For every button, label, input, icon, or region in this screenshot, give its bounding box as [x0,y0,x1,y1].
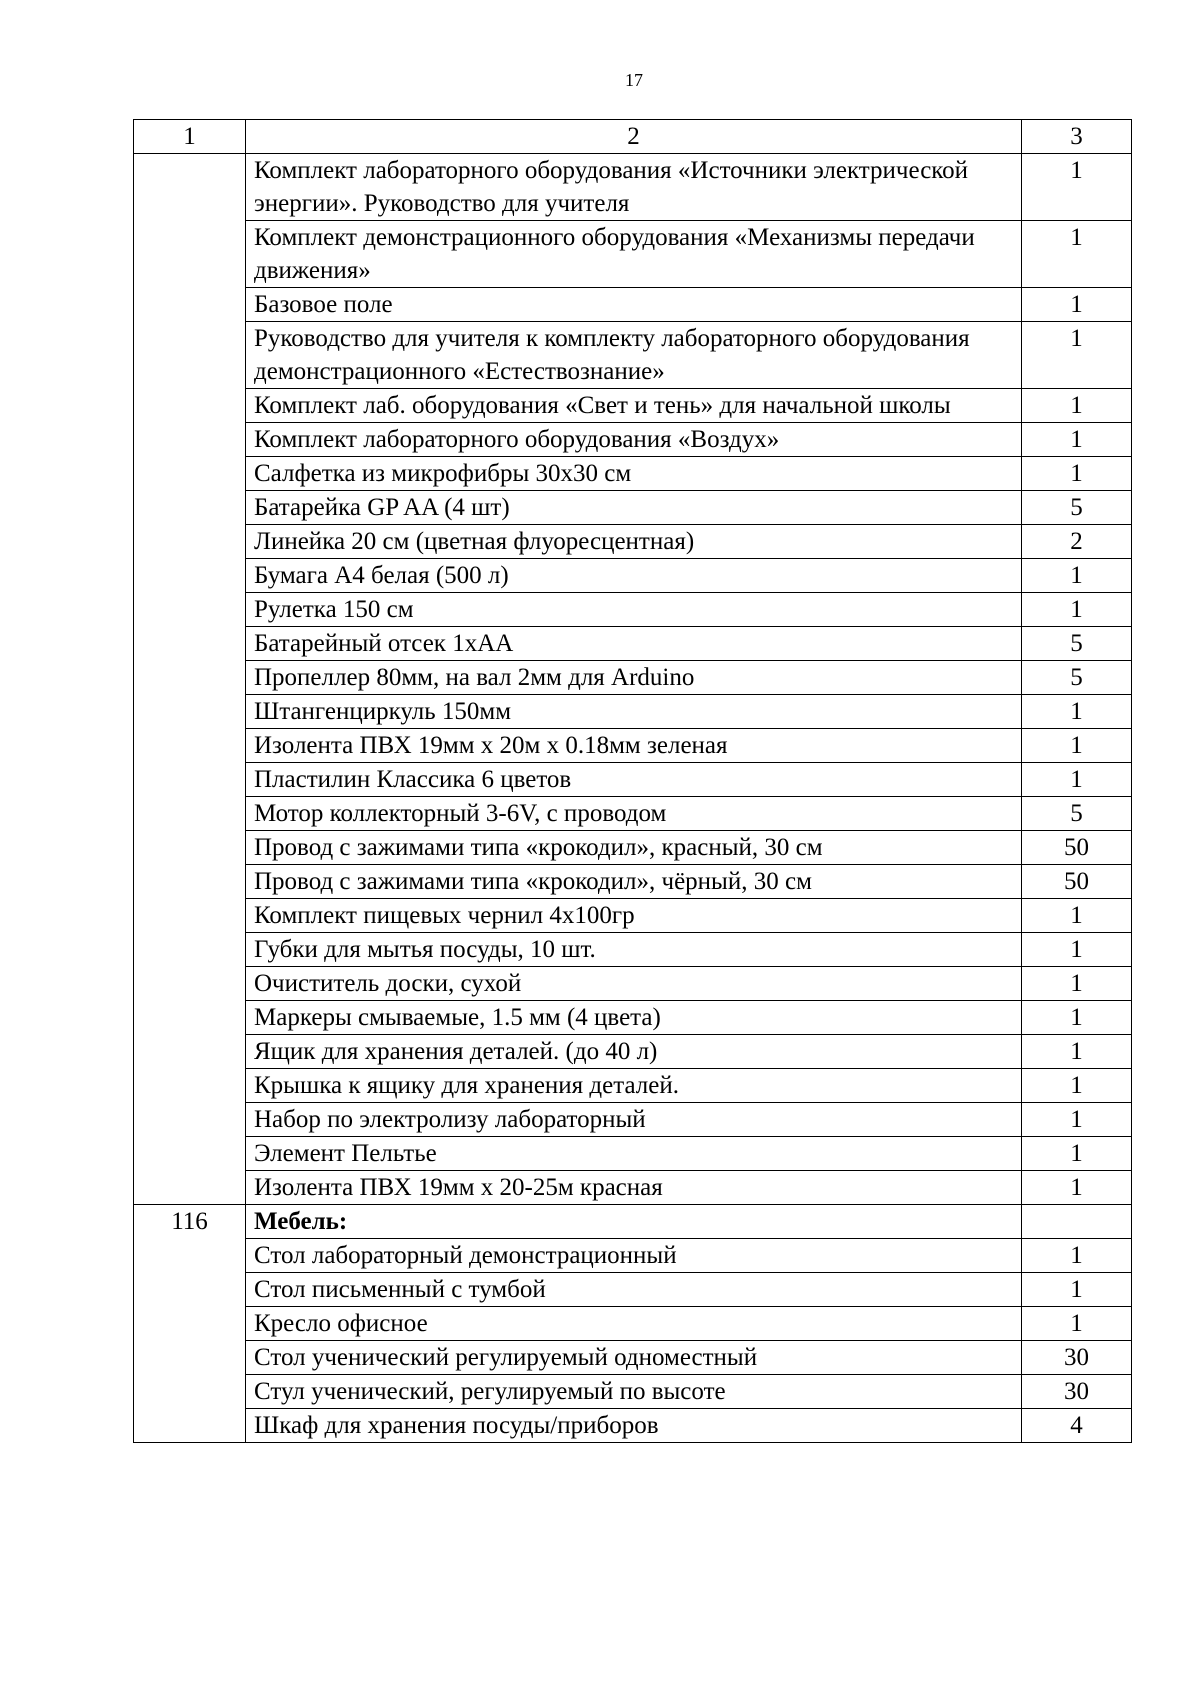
table-row [134,1171,1132,1205]
item-name-cell: Рулетка 150 см [246,593,1022,627]
item-quantity-cell: 1 [1022,933,1132,967]
item-name-cell: Маркеры смываемые, 1.5 мм (4 цвета) [246,1001,1022,1035]
item-name-cell: Стол письменный с тумбой [246,1273,1022,1307]
item-quantity-cell: 1 [1022,1137,1132,1171]
item-name-cell: Стол ученический регулируемый одноместный [246,1341,1022,1375]
item-name-cell: Батарейка GP AA (4 шт) [246,491,1022,525]
table-header-row [134,120,1132,154]
item-name-cell: Провод с зажимами типа «крокодил», чёрный, 30 см [246,865,1022,899]
item-name-cell: Очиститель доски, сухой [246,967,1022,1001]
item-quantity-cell: 1 [1022,1103,1132,1137]
item-quantity-cell: 50 [1022,831,1132,865]
item-quantity-cell: 2 [1022,525,1132,559]
item-quantity-cell: 30 [1022,1341,1132,1375]
item-quantity-cell: 1 [1022,1001,1132,1035]
item-quantity-cell: 1 [1022,763,1132,797]
item-name-cell: Стол лабораторный демонстрационный [246,1239,1022,1273]
table-row [134,1239,1132,1273]
table-row [134,1307,1132,1341]
item-quantity-cell: 1 [1022,322,1132,389]
column-header-quantity: 3 [1022,120,1132,154]
table-row [134,831,1132,865]
table-row [134,763,1132,797]
table-row [134,525,1132,559]
inventory-table [133,119,1132,1443]
table-row [134,1035,1132,1069]
item-name-cell: Батарейный отсек 1хАА [246,627,1022,661]
table-row [134,933,1132,967]
item-name-cell: Шкаф для хранения посуды/приборов [246,1409,1022,1443]
item-quantity-cell: 5 [1022,491,1132,525]
item-quantity-cell: 1 [1022,1035,1132,1069]
item-quantity-cell: 1 [1022,729,1132,763]
inventory-table-body [134,120,1132,1443]
item-quantity-cell: 30 [1022,1375,1132,1409]
item-name-cell: Пропеллер 80мм, на вал 2мм для Arduino [246,661,1022,695]
item-name-cell: Руководство для учителя к комплекту лабораторного оборудования демонстрационного «Естествознание» [246,322,1022,389]
item-name-cell: Губки для мытья посуды, 10 шт. [246,933,1022,967]
item-name-cell: Набор по электролизу лабораторный [246,1103,1022,1137]
item-quantity-cell: 1 [1022,389,1132,423]
item-name-cell: Крышка к ящику для хранения деталей. [246,1069,1022,1103]
table-row [134,1137,1132,1171]
item-name-cell: Ящик для хранения деталей. (до 40 л) [246,1035,1022,1069]
item-name-cell: Штангенциркуль 150мм [246,695,1022,729]
table-row [134,491,1132,525]
table-row [134,1069,1132,1103]
item-quantity-cell: 50 [1022,865,1132,899]
table-row [134,389,1132,423]
item-name-cell: Элемент Пельтье [246,1137,1022,1171]
item-quantity-cell: 1 [1022,1171,1132,1205]
table-row [134,627,1132,661]
group-number-cell: 116 [134,1205,246,1443]
table-row [134,1409,1132,1443]
table-row [134,865,1132,899]
item-name-cell: Салфетка из микрофибры 30x30 см [246,457,1022,491]
page-number: 17 [625,70,643,90]
table-row [134,457,1132,491]
item-name-cell: Изолента ПВХ 19мм х 20м х 0.18мм зеленая [246,729,1022,763]
table-row [134,729,1132,763]
table-row [134,1001,1132,1035]
table-row [134,1273,1132,1307]
table-row [134,288,1132,322]
item-name-cell: Бумага А4 белая (500 л) [246,559,1022,593]
table-row [134,593,1132,627]
item-name-cell: Комплект пищевых чернил 4x100гр [246,899,1022,933]
item-quantity-cell: 1 [1022,1239,1132,1273]
item-quantity-cell: 1 [1022,288,1132,322]
table-row [134,1103,1132,1137]
column-header-number: 1 [134,120,246,154]
item-quantity-cell: 1 [1022,967,1132,1001]
column-header-name: 2 [246,120,1022,154]
item-quantity-cell: 5 [1022,797,1132,831]
item-quantity-cell: 1 [1022,695,1132,729]
item-quantity-cell: 1 [1022,559,1132,593]
item-name-cell: Кресло офисное [246,1307,1022,1341]
item-quantity-cell: 1 [1022,154,1132,221]
item-name-cell: Пластилин Классика 6 цветов [246,763,1022,797]
group-heading-row [134,1205,1132,1239]
table-row [134,423,1132,457]
table-row [134,967,1132,1001]
item-name-cell: Комплект лабораторного оборудования «Воздух» [246,423,1022,457]
item-name-cell: Комплект лабораторного оборудования «Источники электрической энергии». Руководство для учителя [246,154,1022,221]
group-heading: Мебель: [246,1205,1022,1239]
table-row [134,221,1132,288]
item-quantity-cell: 1 [1022,593,1132,627]
item-name-cell: Мотор коллекторный 3-6V, с проводом [246,797,1022,831]
item-quantity-cell: 5 [1022,627,1132,661]
item-quantity-cell: 1 [1022,1307,1132,1341]
item-quantity-cell: 1 [1022,899,1132,933]
table-row [134,1375,1132,1409]
item-name-cell: Провод с зажимами типа «крокодил», красный, 30 см [246,831,1022,865]
table-row [134,797,1132,831]
table-row [134,559,1132,593]
table-row [134,661,1132,695]
item-name-cell: Комплект лаб. оборудования «Свет и тень» для начальной школы [246,389,1022,423]
group-number-cell [134,154,246,1205]
table-row [134,154,1132,221]
item-name-cell: Стул ученический, регулируемый по высоте [246,1375,1022,1409]
table-row [134,1341,1132,1375]
item-quantity-cell: 1 [1022,1273,1132,1307]
group-heading-quantity-cell [1022,1205,1132,1239]
item-name-cell: Изолента ПВХ 19мм х 20-25м красная [246,1171,1022,1205]
item-quantity-cell: 4 [1022,1409,1132,1443]
item-name-cell: Базовое поле [246,288,1022,322]
item-quantity-cell: 5 [1022,661,1132,695]
item-quantity-cell: 1 [1022,423,1132,457]
table-row [134,695,1132,729]
item-name-cell: Комплект демонстрационного оборудования «Механизмы передачи движения» [246,221,1022,288]
table-row [134,899,1132,933]
item-quantity-cell: 1 [1022,221,1132,288]
item-name-cell: Линейка 20 см (цветная флуоресцентная) [246,525,1022,559]
table-row [134,322,1132,389]
item-quantity-cell: 1 [1022,1069,1132,1103]
item-quantity-cell: 1 [1022,457,1132,491]
